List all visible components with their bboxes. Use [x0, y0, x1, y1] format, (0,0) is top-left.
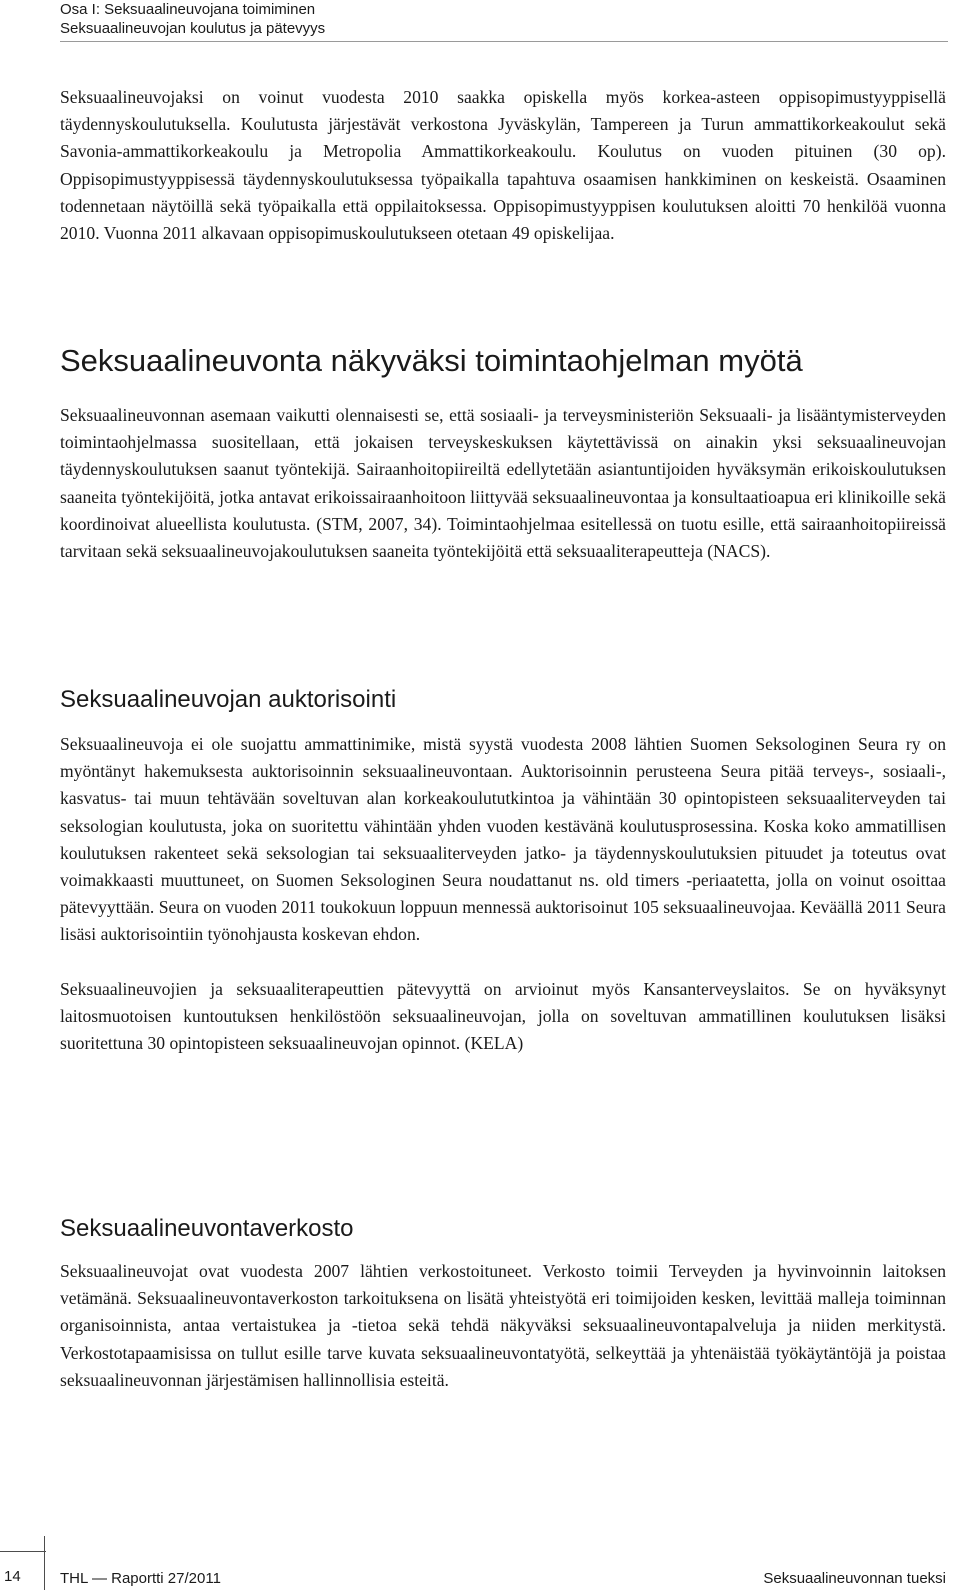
visibility-paragraph: Seksuaalineuvonnan asemaan vaikutti olennaisesti se, että sosiaali- ja terveysministeriön Seksuaali- ja lisääntymisterveyden toimintaohjelmassa suositellaan, että jokaisen terveyskeskuksen käytettävissä on ainakin yksi seksuaalineuvojan täydennyskoulutuksen saanut työntekijä. Sairaanhoitopiireiltä edellytetään asiantuntijoiden hyväksymän erikoiskoulutuksen saaneita työntekijöitä, jotka antavat erikoissairaanhoitoon liittyvää seksuaalineuvontaa ja konsultaatioapua eri klinikoille sekä koordinoivat alueellista koulutusta. (STM, 2007, 34). Toimintaohjelmaa esitellessä on tuotu esille, että sairaanhoitopiireissä tarvitaan sekä seksuaalineuvojakoulutuksen saaneita työntekijöitä että seksuaaliterapeutteja (NACS). [60, 405, 946, 562]
visibility-block [60, 402, 946, 565]
footer-horizontal-rule [0, 1551, 46, 1552]
footer-publication: THL — Raportti 27/2011 [60, 1570, 221, 1587]
heading-visibility: Seksuaalineuvonta näkyväksi toimintaohjelman myötä [60, 343, 803, 378]
page-footer [0, 1536, 960, 1590]
running-head-part: Osa I: Seksuaalineuvojana toimiminen [60, 1, 316, 18]
running-head-chapter: Seksuaalineuvojan koulutus ja pätevyys [60, 20, 326, 37]
network-block [60, 1258, 946, 1394]
running-head-rule [60, 41, 948, 42]
authorization-paragraph-1: Seksuaalineuvoja ei ole suojattu ammattinimike, mistä syystä vuodesta 2008 lähtien Suomen Seksologinen Seura ry on myöntänyt hakemuksesta auktorisoinnin seksuaalineuvontaan. Auktorisoinnin perusteena Seura pitää terveys-, sosiaali-, kasvatus- tai muun tehtävään soveltuvan alan korkeakoulututkintoa ja vähintään 30 opintopisteen seksuaaliterveyden tai seksologian koulutusta, joka on suoritettu vähintään yhden vuoden kestävänä koulutusprosessina. Koska koko ammatillisen koulutuksen rakenteet sekä seksologian tai seksuaaliterveyden jatko- ja täydennyskoulutuksien pituudet ja toteutus ovat voimakkaasti muuttuneet, on Suomen Seksologinen Seura noudattanut ns. old timers -periaatetta, jolla on voinut osoittaa pätevyyttään. Seura on vuoden 2011 toukokuun loppuun mennessä auktorisoinut 105 seksuaalineuvojaa. Keväällä 2011 Seura lisäsi auktorisointiin työnohjausta koskevan ehdon. [60, 734, 946, 945]
authorization-block [60, 731, 946, 1057]
intro-block [60, 84, 946, 247]
page-number: 14 [4, 1568, 21, 1585]
running-head [60, 0, 948, 42]
authorization-paragraph-2: Seksuaalineuvojien ja seksuaaliterapeuttien pätevyyttä on arvioinut myös Kansanterveyslaitos. Se on hyväksynyt laitosmuotoisen kuntoutuksen henkilöstöön seksuaalineuvojan, jolla on soveltuvan ammatillinen koulutuksen lisäksi suoritettuna 30 opintopisteen seksuaalineuvojan opinnot. (KELA) [60, 978, 946, 1054]
heading-authorization: Seksuaalineuvojan auktorisointi [60, 686, 397, 713]
footer-vertical-rule [44, 1536, 45, 1590]
intro-paragraph: Seksuaalineuvojaksi on voinut vuodesta 2010 saakka opiskella myös korkea-asteen oppisopimustyyppisellä täydennyskoulutuksella. Koulutusta järjestävät verkostona Jyväskylän, Tampereen ja Turun ammattikorkeakoulut sekä Savonia-ammattikorkeakoulu ja Metropolia Ammattikorkeakoulu. Koulutus on vuoden pituinen (30 op). Oppisopimustyyppisessä täydennyskoulutuksessa työpaikalla tapahtuva osaamisen hankkiminen on keskeistä. Osaaminen todennetaan näytöillä sekä työpaikalla että oppilaitoksessa. Oppisopimustyyppisen koulutuksen aloitti 70 henkilöä vuonna 2010. Vuonna 2011 alkavaan oppisopimuskoulutukseen otetaan 49 opiskelijaa. [60, 87, 946, 244]
network-paragraph: Seksuaalineuvojat ovat vuodesta 2007 lähtien verkostoituneet. Verkosto toimii Terveyden ja hyvinvoinnin laitoksen vetämänä. Seksuaalineuvontaverkoston tarkoituksena on lisätä yhteistyötä eri toimijoiden kesken, levittää malleja toiminnan organisoinnista, antaa vertaistukea ja -tietoa sekä tehdä näkyväksi seksuaalineuvontapalveluja ja niiden merkitystä. Verkostotapaamisissa on tullut esille tarve kuvata seksuaalineuvontatyötä, selkeyttää ja yhtenäistää työkäytäntöjä ja poistaa seksuaalineuvonnan järjestämisen hallinnollisia esteitä. [60, 1261, 946, 1390]
heading-network: Seksuaalineuvontaverkosto [60, 1215, 354, 1242]
footer-document-title: Seksuaalineuvonnan tueksi [763, 1570, 946, 1587]
